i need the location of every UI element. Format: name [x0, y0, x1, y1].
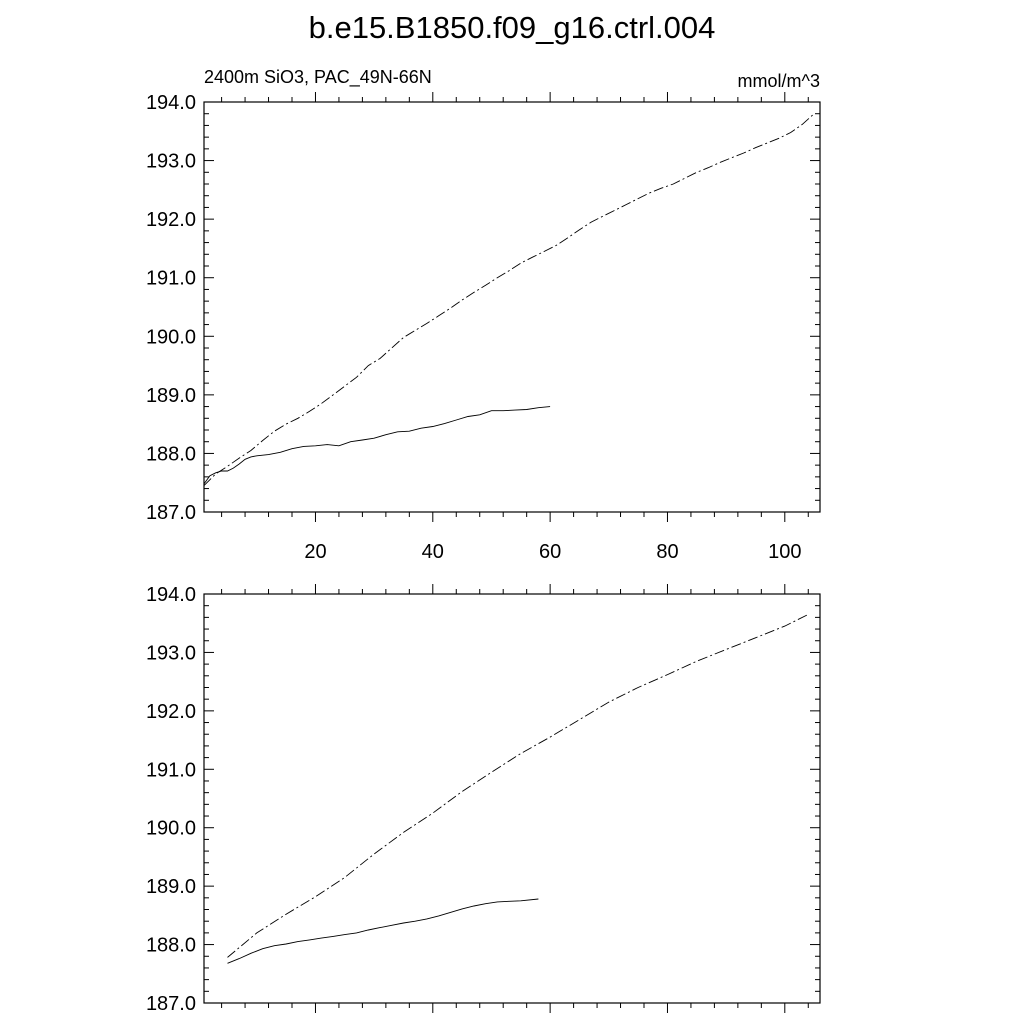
top-x-tick-label: 80: [656, 541, 679, 563]
top-x-tick-label: 40: [421, 541, 444, 563]
bottom-y-tick-label: 193.0: [145, 642, 196, 665]
top-plot-frame: [204, 102, 820, 512]
bottom-y-tick-label: 189.0: [145, 876, 196, 899]
top-x-tick-label: 20: [304, 541, 327, 563]
bottom-y-tick-label: 190.0: [145, 817, 196, 840]
top-y-tick-label: 191.0: [145, 267, 196, 290]
top-y-tick-label: 192.0: [145, 209, 196, 232]
top-y-tick-label: 188.0: [145, 443, 196, 466]
units-label: mmol/m^3: [737, 71, 820, 91]
top-y-tick-label: 187.0: [145, 502, 196, 524]
left-subtitle: 2400m SiO3, PAC_49N-66N: [204, 67, 432, 87]
top-series-line-dashed: [204, 114, 814, 486]
bottom-y-tick-label: 188.0: [145, 934, 196, 957]
bottom-y-tick-label: 191.0: [145, 759, 196, 782]
bottom-series-line-solid: [228, 899, 539, 963]
top-series-line-solid: [204, 407, 550, 484]
bottom-y-tick-label: 194.0: [145, 584, 196, 606]
figure-title: b.e15.B1850.f09_g16.ctrl.004: [308, 10, 716, 45]
top-y-tick-label: 194.0: [145, 92, 196, 114]
bottom-series-line-dashed: [228, 614, 809, 957]
bottom-panel: [146, 584, 820, 1015]
bottom-y-tick-label: 187.0: [145, 993, 196, 1015]
top-x-tick-label: 100: [768, 541, 802, 563]
bottom-y-tick-label: 192.0: [145, 700, 196, 723]
top-x-tick-label: 60: [539, 541, 562, 563]
top-panel: [146, 92, 820, 563]
top-y-tick-label: 193.0: [145, 150, 196, 173]
top-y-tick-label: 190.0: [145, 326, 196, 349]
top-y-tick-label: 189.0: [145, 384, 196, 407]
